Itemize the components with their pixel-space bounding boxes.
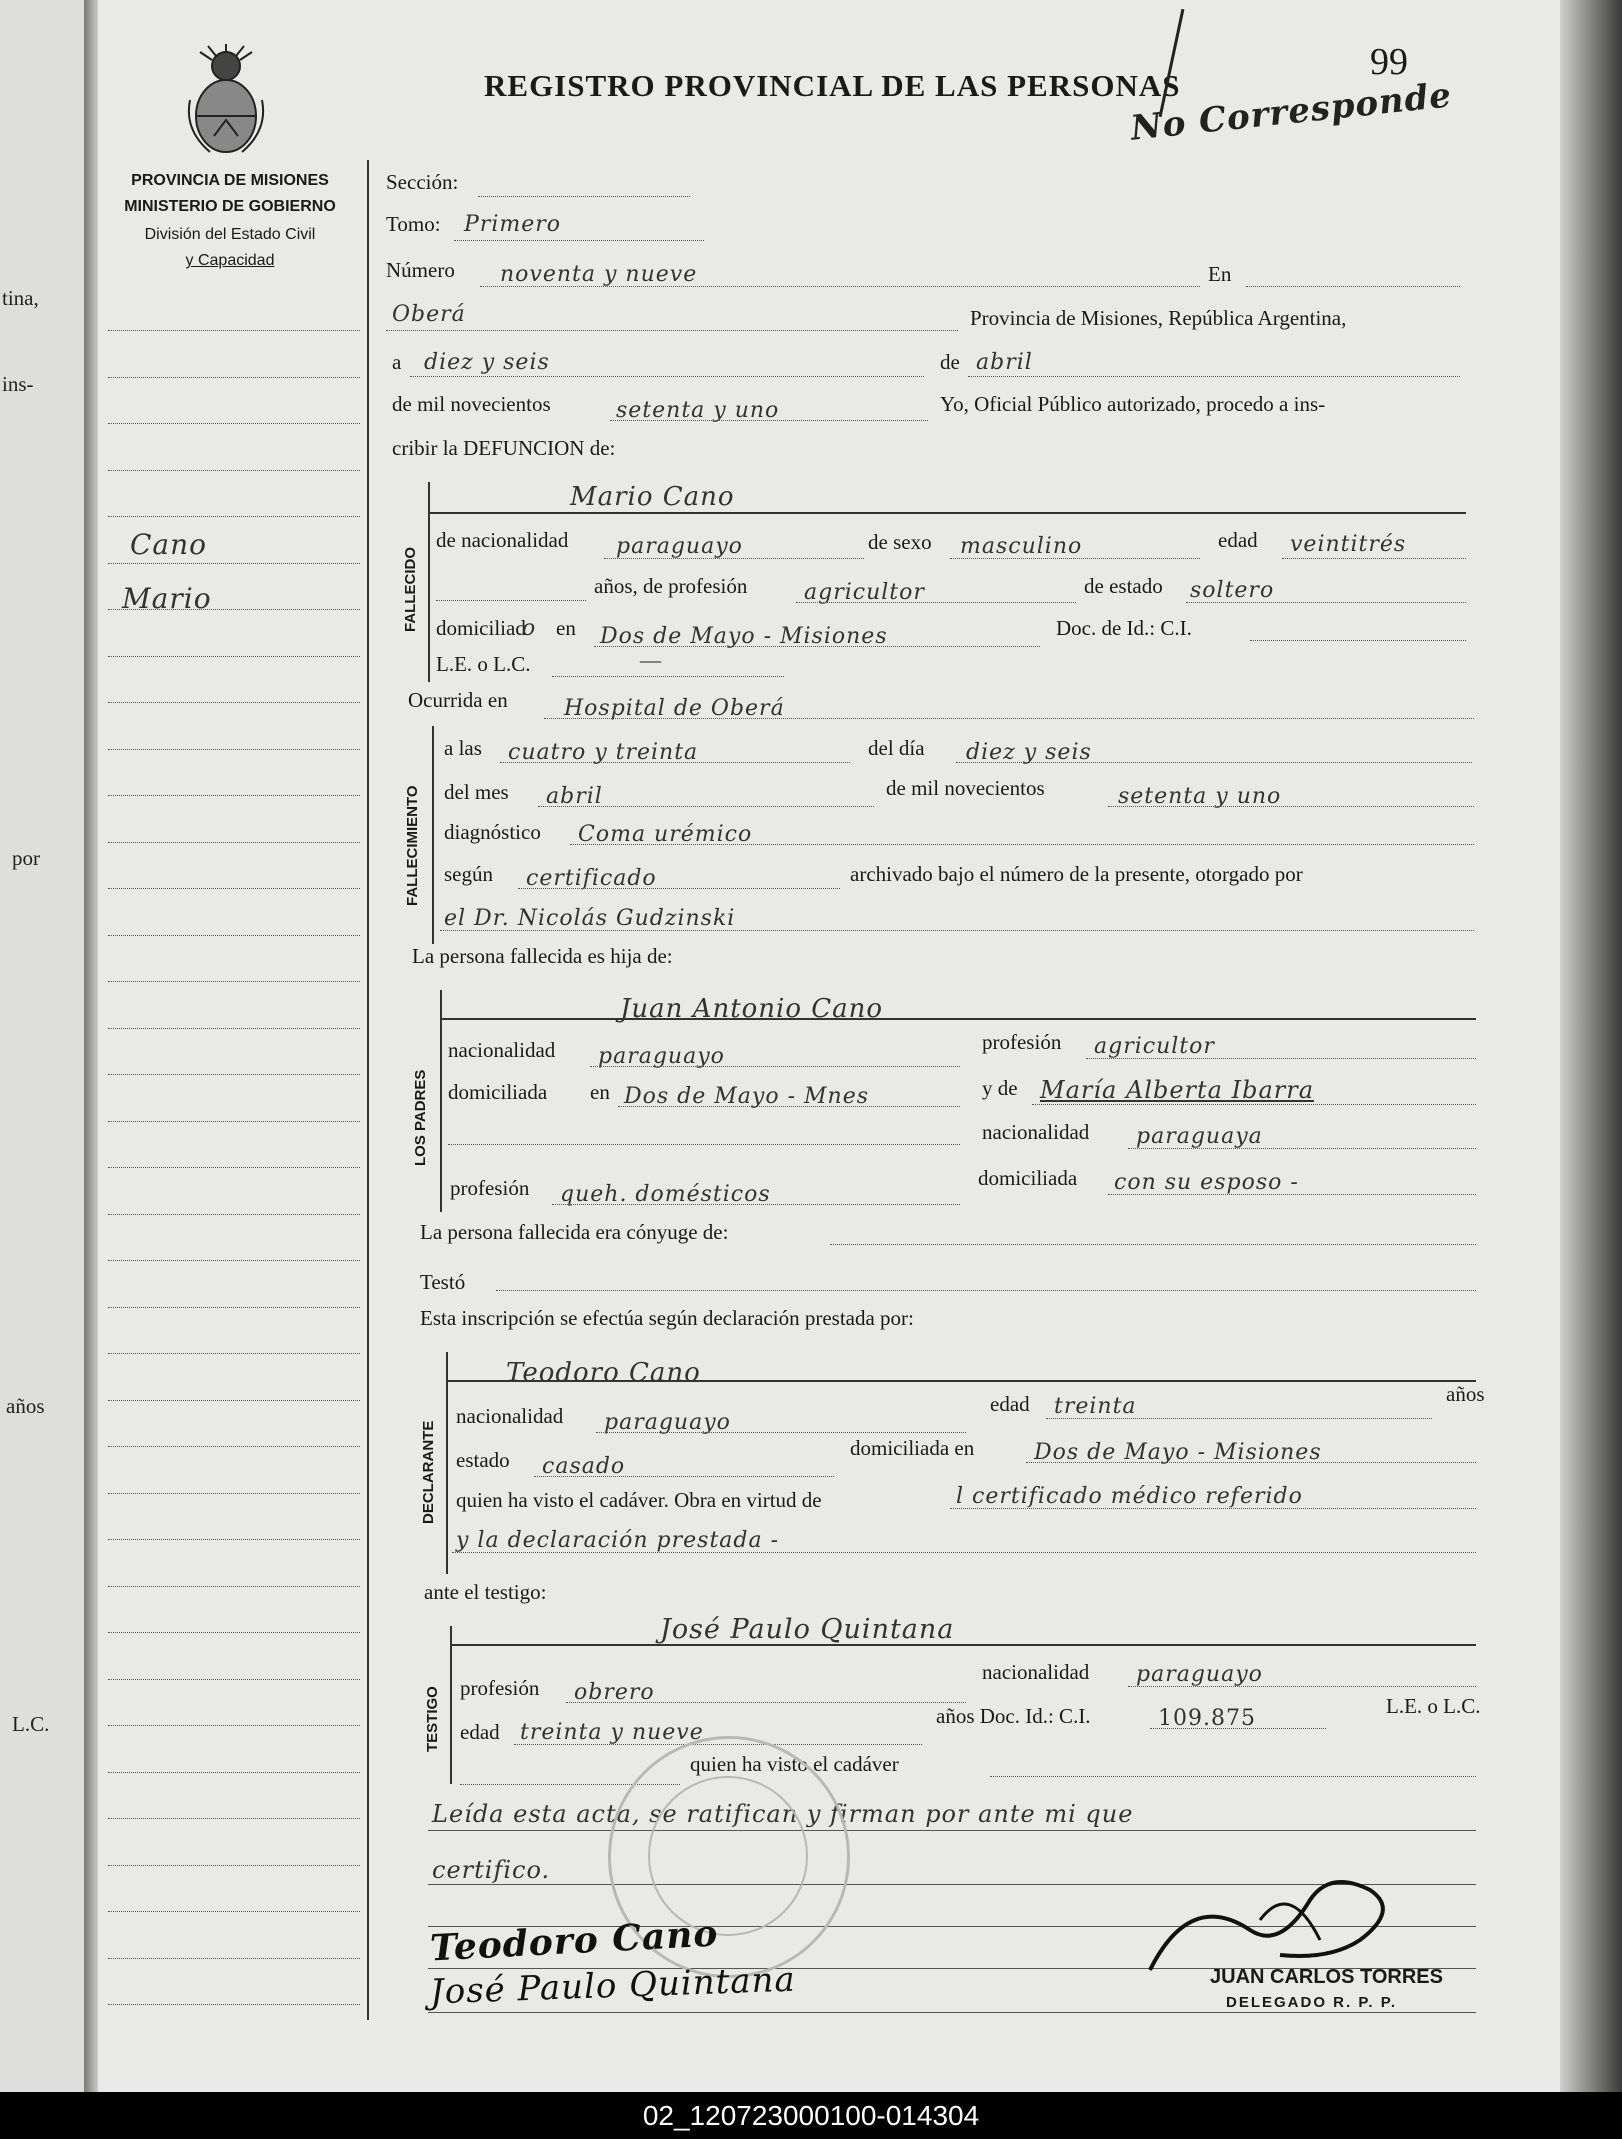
left-fragment: tina,: [2, 286, 39, 310]
margin-rule: [108, 842, 360, 843]
numero-label: Número: [386, 258, 455, 282]
dia-line: [410, 376, 924, 377]
testigo-nacionalidad-line: [1128, 1686, 1476, 1687]
sexo-value: masculino: [960, 534, 1083, 559]
book-spine: [84, 0, 98, 2092]
margin-rule: [108, 1586, 360, 1587]
coat-of-arms-icon: [180, 40, 272, 160]
testigo-bracket: [450, 1626, 452, 1784]
declarante-nacionalidad-label: nacionalidad: [456, 1404, 564, 1428]
declarante-edad-label: edad: [990, 1392, 1030, 1416]
signature-declarante: Teodoro Cano: [429, 1912, 720, 1970]
year-value: setenta y uno: [616, 398, 780, 423]
declarante-estado-value: casado: [542, 1454, 626, 1479]
declarante-anos-label: años: [1446, 1382, 1485, 1406]
testo-line: [496, 1290, 1476, 1291]
del-dia-label: del día: [868, 736, 925, 760]
declarante-name-line: [448, 1380, 1476, 1382]
margin-rule: [108, 795, 360, 796]
padre-domicilio-value: Dos de Mayo - Mnes: [624, 1084, 870, 1109]
leida-line: [428, 1830, 1476, 1831]
hija-text: La persona fallecida es hija de:: [412, 944, 673, 968]
conyuge-label: La persona fallecida era cónyuge de:: [420, 1220, 729, 1244]
margin-rule: [108, 1772, 360, 1773]
padre-profesion-value: agricultor: [1094, 1034, 1215, 1059]
tomo-value: Primero: [464, 212, 561, 237]
madre-domicilio-line: [1108, 1194, 1476, 1195]
year-line: [610, 420, 928, 421]
oficial-text: Yo, Oficial Público autorizado, procedo a ins-: [940, 392, 1326, 416]
margin-rule: [108, 935, 360, 936]
declarante-name: Teodoro Cano: [506, 1358, 701, 1388]
padre-domiciliada-label: domiciliada: [448, 1080, 548, 1104]
domiciliad-suffix: o: [522, 616, 537, 641]
fallecido-name: Mario Cano: [570, 482, 735, 512]
ante-testigo-label: ante el testigo:: [424, 1580, 547, 1604]
en-label: En: [1208, 262, 1232, 286]
sexo-line: [950, 558, 1200, 559]
handwritten-annotation: No Corresponde: [1128, 75, 1454, 149]
anos-line: [436, 600, 586, 601]
margin-rule: [108, 1446, 360, 1447]
testo-label: Testó: [420, 1270, 466, 1294]
declarante-nacionalidad-line: [596, 1432, 966, 1433]
margin-surname: Cano: [130, 528, 208, 561]
y-de-label: y de: [982, 1076, 1018, 1100]
declarante-domicilio-value: Dos de Mayo - Misiones: [1034, 1440, 1322, 1465]
place-line: [386, 330, 958, 331]
margin-rule: [108, 1260, 360, 1261]
provincia-text: Provincia de Misiones, República Argentina,: [970, 306, 1347, 330]
tomo-line: [454, 240, 704, 241]
margin-rule: [108, 2004, 360, 2005]
fallecimiento-mes-line: [538, 806, 874, 807]
de-label: de: [940, 350, 960, 374]
header-line-3: División del Estado Civil: [144, 226, 316, 243]
padres-blank-line: [448, 1144, 960, 1145]
le-value: —: [640, 648, 661, 672]
margin-rule: [108, 702, 360, 703]
margin-rule: [108, 1074, 360, 1075]
margin-rule: [108, 1121, 360, 1122]
madre-profesion-line: [552, 1204, 960, 1205]
seccion-label: Sección:: [386, 170, 459, 194]
profesion-value: agricultor: [804, 580, 925, 605]
margin-rule: [108, 1400, 360, 1401]
margin-rule: [108, 1911, 360, 1912]
declarante-edad-value: treinta: [1054, 1394, 1137, 1419]
declarante-intro: Esta inscripción se efectúa según declaración prestada por:: [420, 1306, 914, 1330]
margin-rule: [108, 888, 360, 889]
mes-line: [968, 376, 1460, 377]
left-fragment: años: [6, 1394, 45, 1418]
margin-rule: [108, 1818, 360, 1819]
padre-nacionalidad-line: [590, 1066, 960, 1067]
madre-name-line: [1032, 1104, 1476, 1105]
fallecimiento-dia-line: [956, 762, 1472, 763]
doc-line: [1250, 640, 1466, 641]
estado-value: soltero: [1190, 578, 1275, 603]
page-number: 99: [1370, 41, 1408, 83]
margin-rule: [108, 1725, 360, 1726]
hora-value: cuatro y treinta: [508, 740, 699, 765]
quien-text: quien ha visto el cadáver. Obra en virtud de: [456, 1488, 822, 1512]
padre-domicilio-en-label: en: [590, 1080, 610, 1104]
padre-nacionalidad-value: paraguayo: [598, 1044, 725, 1069]
declarante-bracket: [446, 1352, 448, 1574]
declarante-domiciliada-label: domiciliada en: [850, 1436, 975, 1460]
edad-value: veintitrés: [1290, 532, 1407, 557]
madre-nacionalidad-line: [1128, 1148, 1476, 1149]
padres-section-label: LOS PADRES: [412, 1069, 429, 1166]
domicilio-en-label: en: [556, 616, 576, 640]
fallecido-name-line: [430, 512, 1466, 514]
left-fragment: por: [12, 846, 40, 870]
official-name: JUAN CARLOS TORRES: [1210, 1966, 1443, 1988]
doc-label: Doc. de Id.: C.I.: [1056, 616, 1192, 640]
margin-rule: [108, 563, 360, 564]
edad-line: [1282, 558, 1466, 559]
testigo-name: José Paulo Quintana: [660, 1614, 955, 1645]
margin-rule: [108, 1958, 360, 1959]
obra-line-2: [452, 1552, 1476, 1553]
nacionalidad-value: paraguayo: [616, 534, 743, 559]
madre-domicilio-value: con su esposo -: [1114, 1170, 1299, 1195]
margin-rule: [108, 516, 360, 517]
estado-line: [1186, 602, 1466, 603]
margin-name: Mario: [122, 582, 212, 615]
padres-bracket: [440, 990, 442, 1212]
en-line: [1246, 286, 1460, 287]
margin-rule: [108, 423, 360, 424]
official-seal-inner-ring: [648, 1776, 808, 1936]
archivado-text: archivado bajo el número de la presente, otorgado por: [850, 862, 1303, 886]
year-label: de mil novecientos: [392, 392, 551, 416]
margin-rule: [108, 1679, 360, 1680]
madre-name: María Alberta Ibarra: [1040, 1076, 1315, 1104]
obra-line: [950, 1508, 1476, 1509]
margin-rule: [108, 377, 360, 378]
left-fragment: ins-: [2, 372, 34, 396]
margin-rule: [108, 1307, 360, 1308]
left-page-edge: [0, 0, 86, 2092]
domicilio-value: Dos de Mayo - Misiones: [600, 624, 888, 649]
segun-line: [518, 888, 840, 889]
testigo-profesion-line: [566, 1702, 966, 1703]
certifico-text: certifico.: [432, 1856, 551, 1884]
nacionalidad-label: de nacionalidad: [436, 528, 569, 552]
testigo-quien-label: quien ha visto el cadáver: [690, 1752, 899, 1776]
sig-line-3: [428, 2012, 1476, 2013]
testigo-nacionalidad-value: paraguayo: [1136, 1662, 1263, 1687]
profesion-line: [796, 602, 1076, 603]
ocurrida-value: Hospital de Oberá: [564, 696, 785, 721]
del-mes-label: del mes: [444, 780, 509, 804]
testigo-nacionalidad-label: nacionalidad: [982, 1660, 1090, 1684]
margin-rule: [108, 1028, 360, 1029]
ocurrida-line: [544, 718, 1474, 719]
obra-value-2: y la declaración prestada -: [456, 1528, 780, 1553]
declarante-nacionalidad-value: paraguayo: [604, 1410, 731, 1435]
testigo-section-label: TESTIGO: [424, 1686, 441, 1752]
declarante-estado-label: estado: [456, 1448, 510, 1472]
testigo-ci-line: [1150, 1728, 1326, 1729]
nacionalidad-line: [604, 558, 864, 559]
margin-divider: [367, 160, 369, 2020]
diagnostico-label: diagnóstico: [444, 820, 541, 844]
fallecimiento-section-label: FALLECIMIENTO: [404, 785, 421, 906]
le-label: L.E. o L.C.: [436, 652, 531, 676]
anos-label: años, de profesión: [594, 574, 748, 598]
madre-profesion-label: profesión: [450, 1176, 530, 1200]
fallecimiento-year-label: de mil novecientos: [886, 776, 1045, 800]
margin-rule: [108, 1493, 360, 1494]
leida-text: Leída esta acta, se ratifican y firman por ante mi que: [432, 1800, 1134, 1828]
mes-value: abril: [976, 350, 1033, 375]
edad-label: edad: [1218, 528, 1258, 552]
header-line-4: y Capacidad: [185, 252, 275, 269]
declarante-edad-line: [1046, 1418, 1432, 1419]
margin-rule: [108, 981, 360, 982]
right-page-edge: [1560, 0, 1622, 2092]
header-line-1: PROVINCIA DE MISIONES: [131, 172, 329, 189]
a-label: a: [392, 350, 402, 374]
fallecimiento-mes-value: abril: [546, 784, 603, 809]
testigo-name-line: [452, 1644, 1476, 1646]
left-fragment: L.C.: [12, 1712, 50, 1736]
domicilio-line: [594, 646, 1040, 647]
testigo-profesion-label: profesión: [460, 1676, 540, 1700]
testigo-profesion-value: obrero: [574, 1680, 655, 1705]
declarante-section-label: DECLARANTE: [420, 1420, 437, 1524]
madre-nacionalidad-label: nacionalidad: [982, 1120, 1090, 1144]
fallecimiento-year-value: setenta y uno: [1118, 784, 1282, 809]
margin-rule: [108, 330, 360, 331]
diagnostico-value: Coma urémico: [578, 822, 753, 847]
testigo-ci-value: 109.875: [1158, 1706, 1256, 1731]
fallecimiento-dia-value: diez y seis: [966, 740, 1092, 765]
margin-rule: [108, 749, 360, 750]
header-line-2: MINISTERIO DE GOBIERNO: [124, 198, 336, 215]
segun-label: según: [444, 862, 493, 886]
signature-testigo: José Paulo Quintana: [429, 1959, 797, 2013]
madre-domiciliada-label: domiciliada: [978, 1166, 1078, 1190]
padre-nacionalidad-label: nacionalidad: [448, 1038, 556, 1062]
ocurrida-label: Ocurrida en: [408, 688, 508, 712]
padre-profesion-line: [1086, 1058, 1476, 1059]
declarante-estado-line: [534, 1476, 834, 1477]
fallecido-section-label: FALLECIDO: [402, 547, 419, 632]
margin-rule: [108, 1353, 360, 1354]
segun-value: certificado: [526, 866, 657, 891]
sexo-label: de sexo: [868, 530, 932, 554]
margin-rule: [108, 656, 360, 657]
margin-rule: [108, 1632, 360, 1633]
obra-value: l certificado médico referido: [956, 1484, 1303, 1509]
margin-rule: [108, 1214, 360, 1215]
dia-value: diez y seis: [424, 350, 550, 375]
testigo-quien-line: [990, 1776, 1476, 1777]
margin-rule: [108, 1539, 360, 1540]
padre-name: Juan Antonio Cano: [620, 994, 884, 1024]
numero-line: [480, 286, 1200, 287]
seccion-line: [478, 196, 690, 197]
fallecimiento-bracket: [432, 726, 434, 944]
page-title: REGISTRO PROVINCIAL DE LAS PERSONAS: [484, 68, 1181, 103]
a-las-label: a las: [444, 736, 482, 760]
le-line: [552, 676, 784, 677]
tomo-label: Tomo:: [386, 212, 441, 236]
margin-rule: [108, 470, 360, 471]
domiciliad-label: domiciliad: [436, 616, 526, 640]
official-title: DELEGADO R. P. P.: [1226, 1994, 1397, 2011]
estado-label: de estado: [1084, 574, 1163, 598]
medico-value: el Dr. Nicolás Gudzinski: [444, 906, 736, 931]
madre-profesion-value: queh. domésticos: [560, 1182, 771, 1207]
madre-nacionalidad-value: paraguaya: [1136, 1124, 1263, 1149]
testigo-anos-label: años Doc. Id.: C.I.: [936, 1704, 1091, 1728]
conyuge-line: [830, 1244, 1476, 1245]
medico-line: [440, 930, 1474, 931]
diagnostico-line: [570, 844, 1474, 845]
numero-value: noventa y nueve: [500, 262, 698, 287]
margin-rule: [108, 1167, 360, 1168]
margin-rule: [108, 609, 360, 610]
footer-id: 02_120723000100-014304: [0, 2092, 1622, 2139]
padre-name-line: [442, 1018, 1476, 1020]
testigo-le-label: L.E. o L.C.: [1386, 1694, 1481, 1718]
place-value: Oberá: [392, 302, 466, 327]
inscribir-text: cribir la DEFUNCION de:: [392, 436, 616, 460]
fallecimiento-year-line: [1108, 806, 1474, 807]
padre-domicilio-line: [618, 1106, 960, 1107]
declarante-domicilio-line: [1026, 1462, 1476, 1463]
margin-rule: [108, 1865, 360, 1866]
padre-profesion-label: profesión: [982, 1030, 1062, 1054]
testigo-edad-value: treinta y nueve: [520, 1720, 704, 1745]
hora-line: [500, 762, 850, 763]
testigo-edad-label: edad: [460, 1720, 500, 1744]
